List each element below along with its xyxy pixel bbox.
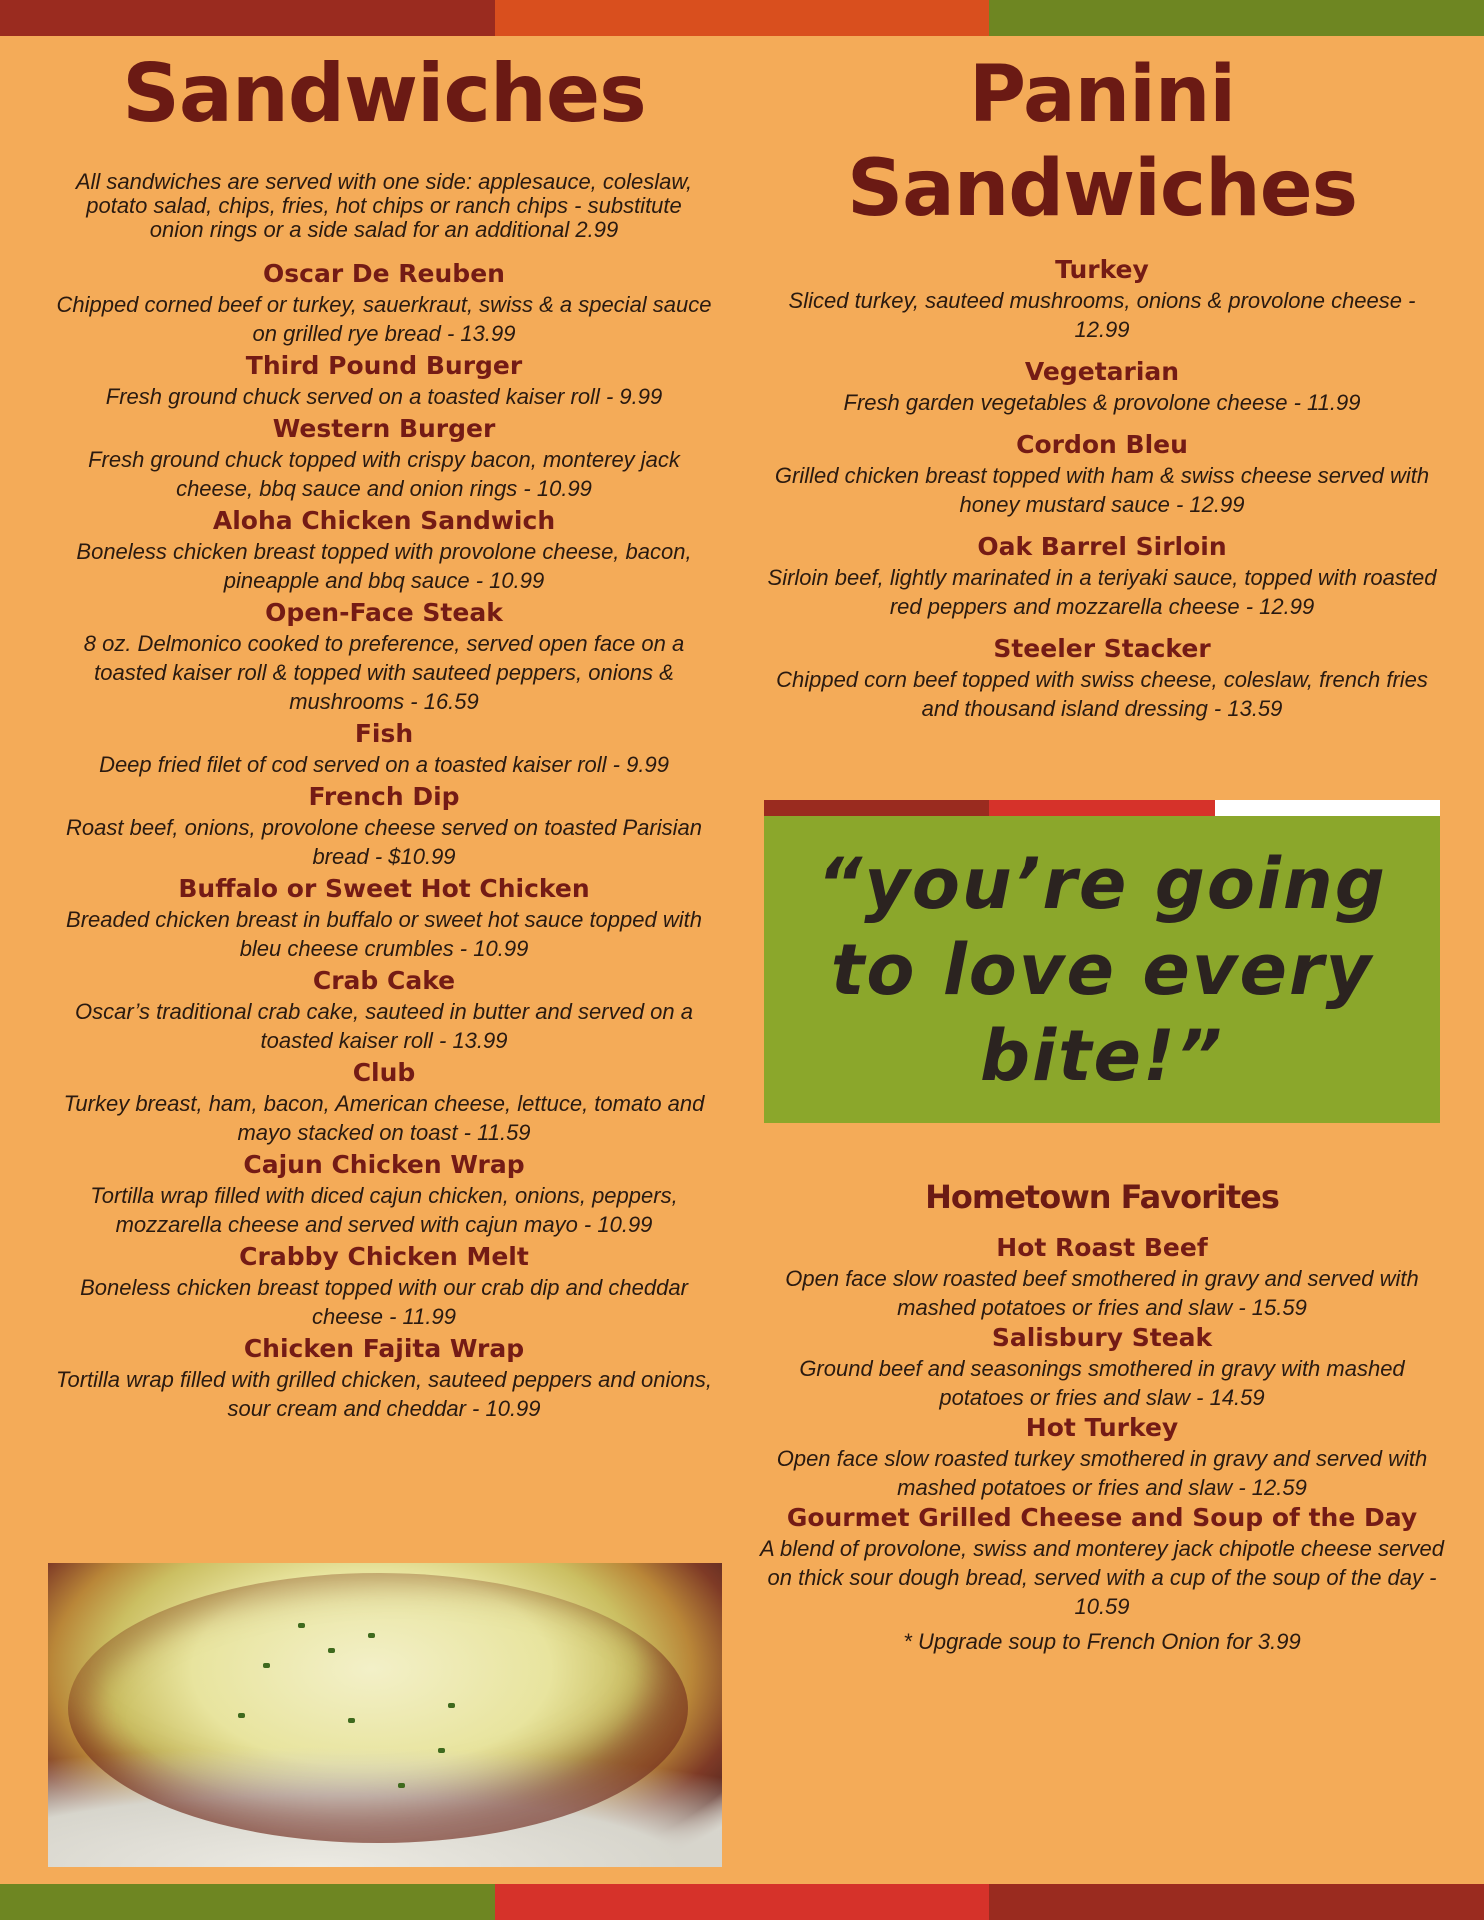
- menu-item-description: Deep fried filet of cod served on a toasted kaiser roll - 9.99: [99, 752, 669, 777]
- menu-item-description: Fresh ground chuck served on a toasted kaiser roll - 9.99: [105, 384, 663, 409]
- menu-item: [50, 1241, 718, 1331]
- quote-banner: [764, 800, 1440, 1123]
- menu-item-name: Buffalo or Sweet Hot Chicken: [178, 874, 590, 903]
- sandwiches-title: Sandwiches: [122, 47, 646, 140]
- menu-item-description: Fresh ground chuck topped with crispy bacon, monterey jack cheese, bbq sauce and onion rings - 10.99: [88, 447, 680, 501]
- menu-item-name: Crab Cake: [312, 966, 456, 995]
- sandwiches-intro: All sandwiches are served with one side: applesauce, coleslaw, potato salad, chips, fries, hot chips or ranch chips - substitute onion rings or a side salad for an additional 2.99: [75, 169, 693, 242]
- sandwiches-list: [50, 258, 718, 1423]
- menu-item: [760, 1232, 1444, 1322]
- menu-item-description: Open face slow roasted beef smothered in gravy and served with mashed potatoes or fries and slaw - 15.59: [785, 1266, 1419, 1320]
- menu-item: [760, 1412, 1444, 1502]
- menu-item-name: Hot Turkey: [1025, 1413, 1179, 1442]
- menu-item-name: Crabby Chicken Melt: [239, 1242, 529, 1271]
- menu-item-name: Aloha Chicken Sandwich: [212, 506, 556, 535]
- herb-fleck: [438, 1748, 445, 1753]
- menu-item-description: Roast beef, onions, provolone cheese served on toasted Parisian bread - $10.99: [66, 815, 702, 869]
- menu-item-name: Western Burger: [272, 414, 496, 443]
- menu-item-description: Tortilla wrap filled with diced cajun chicken, onions, peppers, mozzarella cheese and served with cajun mayo - 10.99: [90, 1183, 678, 1237]
- menu-item: [50, 1333, 718, 1423]
- hometown-section: [760, 1178, 1444, 1657]
- menu-item-name: Gourmet Grilled Cheese and Soup of the Day: [786, 1503, 1418, 1532]
- menu-item-description: Tortilla wrap filled with grilled chicken, sauteed peppers and onions, sour cream and cheddar - 10.99: [56, 1367, 712, 1421]
- top-bar-segment-1: [0, 0, 495, 36]
- menu-item: [50, 258, 718, 348]
- menu-item-name: Salisbury Steak: [991, 1323, 1213, 1352]
- menu-item: [50, 505, 718, 595]
- menu-item: [50, 1057, 718, 1147]
- menu-item-name: Fish: [354, 719, 414, 748]
- quote-text: “you’re going to love every bite!”: [817, 842, 1387, 1097]
- herb-fleck: [348, 1718, 355, 1723]
- food-photo: [48, 1563, 722, 1867]
- menu-item-description: Ground beef and seasonings smothered in gravy with mashed potatoes or fries and slaw - 14.59: [799, 1356, 1405, 1410]
- menu-item-name: Oak Barrel Sirloin: [977, 532, 1227, 561]
- soup-upgrade-note: * Upgrade soup to French Onion for 3.99: [903, 1629, 1301, 1654]
- hometown-title: Hometown Favorites: [925, 1178, 1279, 1216]
- menu-item-name: Cajun Chicken Wrap: [243, 1150, 525, 1179]
- menu-item-name: Cordon Bleu: [1016, 430, 1188, 459]
- menu-item: [760, 531, 1444, 621]
- herb-fleck: [298, 1623, 305, 1628]
- sandwiches-section: [50, 36, 718, 1425]
- menu-item: [760, 356, 1444, 417]
- menu-item: [760, 254, 1444, 344]
- bottom-color-bar: [0, 1884, 1484, 1920]
- menu-item-description: Chipped corn beef topped with swiss cheese, coleslaw, french fries and thousand island dressing - 13.59: [776, 667, 1428, 721]
- menu-item-description: Turkey breast, ham, bacon, American cheese, lettuce, tomato and mayo stacked on toast - 11.59: [63, 1091, 705, 1145]
- top-bar-segment-2: [495, 0, 990, 36]
- menu-item: [760, 1502, 1444, 1621]
- quote-box: [764, 816, 1440, 1123]
- menu-item-description: Chipped corned beef or turkey, sauerkraut, swiss & a special sauce on grilled rye bread - 13.99: [56, 292, 712, 346]
- quote-stripe-segment-1: [764, 800, 989, 816]
- quote-stripe-segment-3: [1215, 800, 1440, 816]
- menu-item: [760, 633, 1444, 723]
- menu-item-name: Oscar De Reuben: [263, 259, 505, 288]
- panini-title: Panini Sandwiches: [846, 50, 1358, 234]
- top-color-bar: [0, 0, 1484, 36]
- herb-fleck: [263, 1663, 270, 1668]
- menu-item-description: Oscar’s traditional crab cake, sauteed in butter and served on a toasted kaiser roll - 13.99: [75, 999, 693, 1053]
- menu-item: [50, 350, 718, 411]
- herb-fleck: [238, 1713, 245, 1718]
- menu-item-description: Fresh garden vegetables & provolone cheese - 11.99: [843, 390, 1361, 415]
- menu-item-name: Turkey: [1055, 255, 1149, 284]
- menu-item: [50, 781, 718, 871]
- menu-item: [50, 1149, 718, 1239]
- cheese-crust-shape: [68, 1573, 688, 1843]
- quote-stripe: [764, 800, 1440, 816]
- menu-item-name: Open-Face Steak: [265, 598, 503, 627]
- menu-item-name: Hot Roast Beef: [996, 1233, 1208, 1262]
- menu-item-description: Breaded chicken breast in buffalo or sweet hot sauce topped with bleu cheese crumbles - 10.99: [66, 907, 702, 961]
- menu-item-name: Third Pound Burger: [245, 351, 523, 380]
- menu-item-name: French Dip: [308, 782, 460, 811]
- panini-list: [760, 254, 1444, 723]
- menu-item: [760, 1322, 1444, 1412]
- menu-item: [50, 597, 718, 716]
- menu-item-name: Vegetarian: [1024, 357, 1180, 386]
- herb-fleck: [328, 1648, 335, 1653]
- menu-item: [50, 873, 718, 963]
- menu-item: [50, 965, 718, 1055]
- panini-section: [760, 36, 1444, 735]
- menu-item-name: Club: [352, 1058, 416, 1087]
- top-bar-segment-3: [989, 0, 1484, 36]
- menu-item-name: Steeler Stacker: [993, 634, 1211, 663]
- menu-item: [760, 429, 1444, 519]
- menu-item-description: Sirloin beef, lightly marinated in a teriyaki sauce, topped with roasted red peppers and mozzarella cheese - 12.99: [767, 565, 1437, 619]
- menu-item-name: Chicken Fajita Wrap: [243, 1334, 525, 1363]
- menu-item-description: Grilled chicken breast topped with ham & swiss cheese served with honey mustard sauce - 12.99: [774, 463, 1430, 517]
- menu-item: [50, 413, 718, 503]
- quote-stripe-segment-2: [989, 800, 1214, 816]
- bottom-bar-segment-1: [0, 1884, 495, 1920]
- menu-item: [50, 718, 718, 779]
- bottom-bar-segment-2: [495, 1884, 990, 1920]
- herb-fleck: [448, 1703, 455, 1708]
- menu-item-description: A blend of provolone, swiss and monterey jack chipotle cheese served on thick sour dough bread, served with a cup of the soup of the day - 10.59: [760, 1536, 1445, 1619]
- menu-item-description: Sliced turkey, sauteed mushrooms, onions & provolone cheese - 12.99: [788, 288, 1416, 342]
- menu-item-description: Boneless chicken breast topped with our crab dip and cheddar cheese - 11.99: [80, 1275, 688, 1329]
- menu-item-description: Boneless chicken breast topped with provolone cheese, bacon, pineapple and bbq sauce - 10.99: [76, 539, 692, 593]
- bottom-bar-segment-3: [989, 1884, 1484, 1920]
- menu-item-description: 8 oz. Delmonico cooked to preference, served open face on a toasted kaiser roll & topped with sauteed peppers, onions & mushrooms - 16.59: [83, 631, 685, 714]
- hometown-list: [760, 1232, 1444, 1621]
- menu-item-description: Open face slow roasted turkey smothered in gravy and served with mashed potatoes or fries and slaw - 12.59: [776, 1446, 1428, 1500]
- herb-fleck: [398, 1783, 405, 1788]
- herb-fleck: [368, 1633, 375, 1638]
